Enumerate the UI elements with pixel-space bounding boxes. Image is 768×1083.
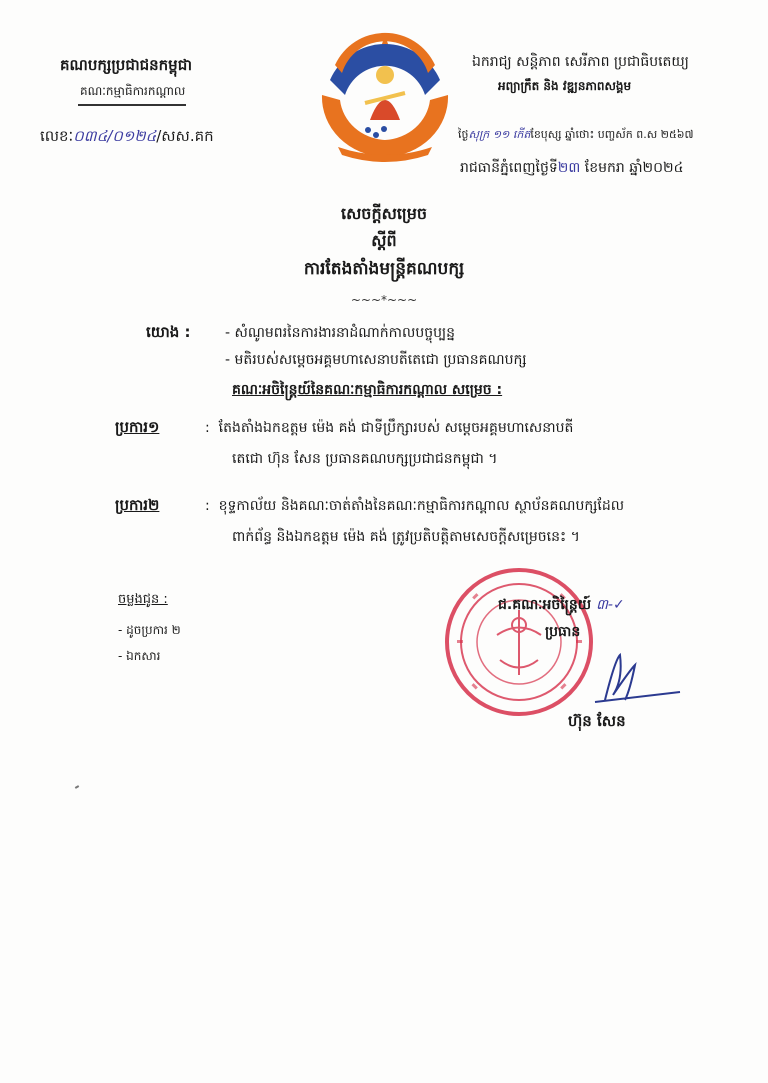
article-1-label: ប្រការ១ xyxy=(115,418,160,436)
lunar-date-prefix: ថ្ងៃ xyxy=(458,128,469,141)
signatory-on-behalf xyxy=(498,595,625,616)
ref-suffix: /សស.គក xyxy=(156,127,214,145)
document-subtitle-about: ស្តីពី xyxy=(371,231,397,250)
party-name: គណបក្សប្រជាជនកម្ពុជា xyxy=(60,56,192,74)
city-date-rest: ខែមករា ឆ្នាំ២០២៤ xyxy=(584,160,684,176)
document-subject: ការតែងតាំងមន្ត្រីគណបក្ស xyxy=(303,259,465,279)
reference-number xyxy=(40,127,214,149)
seal-emblem xyxy=(497,610,541,675)
ref-number-handwritten: ០៣៤/០១២៤ xyxy=(73,127,157,145)
lunar-date-handwritten: សុក្រ ១១ កើត xyxy=(468,128,531,141)
cc-title: ចម្លងជូន : xyxy=(118,592,168,607)
article-1-line-1: : តែងតាំងឯកឧត្តម ម៉េង គង់ ជាទីប្រឹក្សារបស់ សម្តេចអគ្គមហាសេនាបតី xyxy=(205,420,574,436)
handwritten-signature xyxy=(575,650,685,710)
article-1-text-1: តែងតាំងឯកឧត្តម ម៉េង គង់ ជាទីប្រឹក្សារបស់ សម្តេចអគ្គមហាសេនាបតី xyxy=(218,420,574,436)
signatory-role: ប្រធាន xyxy=(545,624,581,640)
city-date-day-handwritten: ២៣ xyxy=(557,160,581,176)
recital-item-1: - សំណូមពរនៃការងារនាដំណាក់កាលបច្ចុប្បន្ន xyxy=(225,325,456,341)
logo-deity-figure xyxy=(365,66,405,138)
document-title: សេចក្តីសម្រេច xyxy=(340,204,427,223)
article-2-line-2: ពាក់ព័ន្ធ និងឯកឧត្តម ម៉េង គង់ ត្រូវប្រតិបត្តិតាមសេចក្តីសម្រេចនេះ ។ xyxy=(232,529,580,545)
recital-item-2: - មតិរបស់សម្តេចអគ្គមហាសេនាបតីតេជោ ប្រធានគណបក្ស xyxy=(225,352,527,368)
national-motto-line2: អព្យាក្រឹត និង វឌ្ឍនភាពសង្គម xyxy=(498,79,632,93)
scan-speck xyxy=(75,785,79,789)
ref-prefix: លេខៈ xyxy=(40,127,74,145)
header-divider xyxy=(78,104,186,106)
committee-name: គណៈកម្មាធិការកណ្តាល xyxy=(80,84,186,98)
signatory-name: ហ៊ុន សែន xyxy=(568,712,626,730)
signatory-on-behalf-text: ជ.គណៈអចិន្ត្រៃយ៍ xyxy=(498,597,592,613)
article-1-line-2: តេជោ ហ៊ុន សែន ប្រធានគណបក្សប្រជាជនកម្ពុជា ។ xyxy=(232,451,498,467)
article-2-label: ប្រការ២ xyxy=(115,496,160,514)
article-2-text-1: ខុទ្ទកាល័យ និងគណៈចាត់តាំងនៃគណៈកម្មាធិការកណ្តាល ស្ថាប័នគណបក្សដែល xyxy=(218,498,625,514)
city-date-prefix: រាជធានីភ្នំពេញថ្ងៃទី xyxy=(460,160,558,176)
decision-statement: គណៈអចិន្ត្រៃយ៍នៃគណៈកម្មាធិការកណ្តាល សម្រេច : xyxy=(232,382,503,398)
initials-handwritten: ៣-✓ xyxy=(595,597,625,613)
logo-sunburst xyxy=(322,33,448,157)
recitals-label: យោង : xyxy=(146,323,191,341)
cc-item-2: - ឯកសារ xyxy=(118,649,161,663)
national-motto-line1: ឯករាជ្យ សន្តិភាព សេរីភាព ប្រជាធិបតេយ្យ xyxy=(472,54,689,70)
cc-item-1: - ដូចប្រការ ២ xyxy=(118,623,181,637)
party-logo xyxy=(310,25,460,165)
recitals-label-text: យោង xyxy=(146,323,180,341)
title-ornament: ~~~*~~~ xyxy=(350,293,418,307)
city-date xyxy=(460,158,684,179)
lunar-date-rest: ខែបុស្ស ឆ្នាំថោះ បញ្ចស័ក ព.ស ២៥៦៧ xyxy=(530,128,694,141)
lunar-date xyxy=(458,128,694,144)
article-2-line-1: : ខុទ្ទកាល័យ និងគណៈចាត់តាំងនៃគណៈកម្មាធិការកណ្តាល ស្ថាប័នគណបក្សដែល xyxy=(205,498,625,514)
